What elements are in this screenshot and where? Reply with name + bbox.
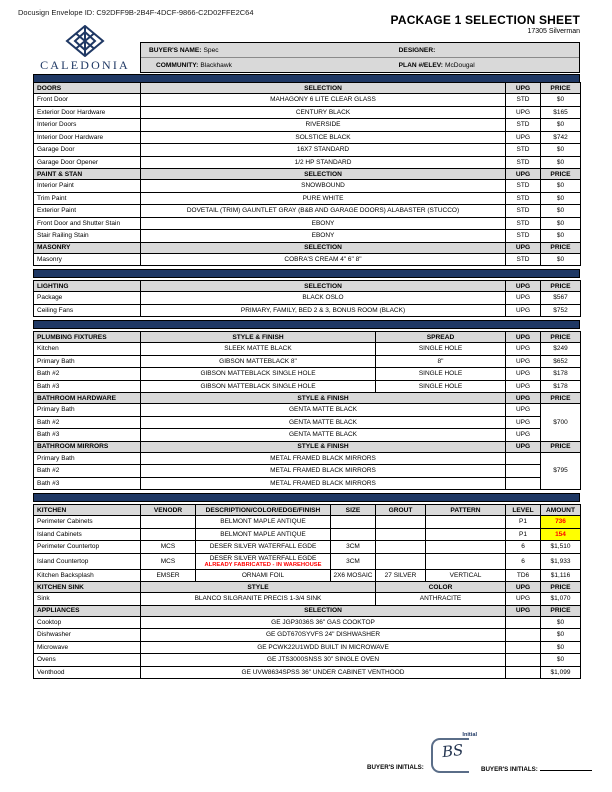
cell: STD [506,217,541,230]
cell: SOLSTICE BLACK [141,131,506,144]
table-row [34,180,581,193]
cell: SINGLE HOLE [376,343,506,356]
row-label: Masonry [34,253,141,266]
cell: $165 [541,106,581,119]
table-row [34,629,581,642]
table-row [34,253,581,266]
cell: MCS [141,541,196,554]
cell: 3CM [331,541,376,554]
cell: SLEEK MATTE BLACK [141,343,376,356]
column-header: SPREAD [376,332,506,343]
column-header: LIGHTING [34,281,141,292]
cell: $1,070 [541,593,581,606]
cell: STD [506,144,541,157]
cell: UPG [506,355,541,368]
cell: STD [506,94,541,107]
table-row [34,144,581,157]
plan-elev-label: PLAN #/ELEV: [398,61,443,69]
cell: GIBSON MATTEBLACK SINGLE HOLE [141,368,376,381]
section-table-kitchen [33,504,581,582]
cell: UPG [506,131,541,144]
column-header: PRICE [541,83,581,94]
row-label: Bath #2 [34,368,141,381]
cell: $0 [541,654,581,667]
section-divider-bar [33,320,580,329]
cell: GIBSON MATTEBLACK 8" [141,355,376,368]
caledonia-logo [33,25,137,79]
row-label: Primary Bath [34,355,141,368]
cell: $249 [541,343,581,356]
cell: 2X6 MOSAIC [331,569,376,582]
cell: STD [506,192,541,205]
cell: STD [506,119,541,132]
cell: GIBSON MATTEBLACK SINGLE HOLE [141,380,376,393]
table-row [34,569,581,582]
column-header: UPG [506,83,541,94]
section-header-row [34,505,581,516]
section-header-row [34,83,581,94]
plan-elev-field [391,62,579,69]
column-header: SIZE [331,505,376,516]
column-header: STYLE & FINISH [141,441,506,452]
initial-tab-label[interactable]: Initial [462,732,477,738]
column-header: KITCHEN [34,505,141,516]
cell: $1,116 [541,569,581,582]
column-header: BATHROOM HARDWARE [34,393,141,404]
section-header-row [34,393,581,404]
cell: VERTICAL [426,569,506,582]
cell: P1 [506,528,541,541]
column-header: PRICE [541,332,581,343]
cell: UPG [506,380,541,393]
cell: GENTA MATTE BLACK [141,429,506,442]
row-label: Garage Door Opener [34,156,141,169]
cell: GE UVW8634SPSS 36" UNDER CABINET VENTHOOD [141,666,506,679]
cell [331,516,376,529]
section-table-paint-stan [33,168,581,243]
column-header: PATTERN [426,505,506,516]
cell: $0 [541,230,581,243]
row-label: Perimeter Countertop [34,541,141,554]
cell: UPG [506,343,541,356]
table-row [34,416,581,429]
cell: CENTURY BLACK [141,106,506,119]
page-title: PACKAGE 1 SELECTION SHEET [390,13,580,27]
table-row [34,156,581,169]
section-table-bathroom-hardware [33,392,581,442]
row-label: Interior Paint [34,180,141,193]
cell: UPG [506,416,541,429]
section-header-row [34,605,581,616]
row-label: Perimeter Cabinets [34,516,141,529]
column-header: MASONRY [34,242,141,253]
row-label: Bath #2 [34,416,141,429]
cell: EBONY [141,230,506,243]
cell: SINGLE HOLE [376,368,506,381]
row-label: Kitchen Backsplash [34,569,141,582]
table-row [34,119,581,132]
cell: 27 SILVER [376,569,426,582]
cell [376,541,426,554]
table-row [34,106,581,119]
cell: GE JTS3000SNSS 30" SINGLE OVEN [141,654,506,667]
cell: $742 [541,131,581,144]
cell: $0 [541,253,581,266]
cell: UPG [506,368,541,381]
caledonia-logo-icon [33,25,137,57]
row-label: Trim Paint [34,192,141,205]
cell: 1/2 HP STANDARD [141,156,506,169]
table-row [34,654,581,667]
cell: $795 [541,452,581,490]
section-table-doors [33,82,581,169]
table-row [34,205,581,218]
cell: METAL FRAMED BLACK MIRRORS [141,452,506,465]
cell: UPG [506,292,541,305]
cell: $0 [541,217,581,230]
cell: MAHAGONY 6 LITE CLEAR GLASS [141,94,506,107]
cell: 154 [541,528,581,541]
row-label: Interior Door Hardware [34,131,141,144]
cell: $652 [541,355,581,368]
row-label: Cooktop [34,616,141,629]
docusign-initial-field[interactable] [431,732,477,773]
cell: STD [506,156,541,169]
table-row [34,355,581,368]
column-header: PRICE [541,605,581,616]
column-header: STYLE & FINISH [141,332,376,343]
cell: P1 [506,516,541,529]
table-row [34,292,581,305]
cell: METAL FRAMED BLACK MIRRORS [141,465,506,478]
cell [506,666,541,679]
column-header: PRICE [541,281,581,292]
cell: 3CM [331,553,376,569]
cell: $0 [541,144,581,157]
cell [426,516,506,529]
cell: STD [506,230,541,243]
plan-elev-value: McDougal [445,61,475,69]
table-row [34,230,581,243]
cell: $178 [541,368,581,381]
column-header: SELECTION [141,83,506,94]
row-label: Bath #3 [34,429,141,442]
row-label: Front Door [34,94,141,107]
column-header: PRICE [541,242,581,253]
row-label: Island Cabinets [34,528,141,541]
cell: $1,099 [541,666,581,679]
section-table-appliances [33,605,581,680]
row-label: Venthood [34,666,141,679]
cell: PRIMARY, FAMILY, BED 2 & 3, BONUS ROOM (BLACK) [141,304,506,317]
table-row [34,368,581,381]
buyer-name-value: Spec [203,46,219,54]
cell: MCS [141,553,196,569]
cell: $0 [541,205,581,218]
table-row [34,304,581,317]
cell [141,528,196,541]
column-header: DOORS [34,83,141,94]
column-header: SELECTION [141,169,506,180]
cell: RIVERSIDE [141,119,506,132]
column-header: UPG [506,441,541,452]
cell: 6 [506,541,541,554]
column-header: VENODR [141,505,196,516]
section-header-row [34,332,581,343]
table-row [34,404,581,417]
column-header: UPG [506,605,541,616]
cell [376,528,426,541]
table-row [34,553,581,569]
table-row [34,380,581,393]
cell: $0 [541,641,581,654]
section-header-row [34,169,581,180]
cell [506,629,541,642]
cell: 8" [376,355,506,368]
cell: $1,933 [541,553,581,569]
community-label: COMMUNITY: [156,61,199,69]
table-row [34,343,581,356]
section-table-bathroom-mirrors [33,441,581,491]
section-header-row [34,441,581,452]
cell: 736 [541,516,581,529]
column-header: SELECTION [141,605,506,616]
cell: $0 [541,156,581,169]
cell: UPG [506,429,541,442]
row-label: Interior Doors [34,119,141,132]
cell: UPG [506,404,541,417]
row-label: Kitchen [34,343,141,356]
cell: BLACK OSLO [141,292,506,305]
cell: BELMONT MAPLE ANTIQUE [196,516,331,529]
cell: $0 [541,629,581,642]
cell: ANTHRACITE [376,593,506,606]
row-label: Island Countertop [34,553,141,569]
cell [506,654,541,667]
row-label: Primary Bath [34,404,141,417]
column-header: DESCRIPTION/COLOR/EDGE/FINISH [196,505,331,516]
logo-name: CALEDONIA [40,58,130,72]
buyer-name-label: BUYER'S NAME: [149,46,202,54]
cell [376,516,426,529]
section-table-plumbing-fixtures [33,331,581,393]
cell [506,465,541,478]
section-table-kitchen-sink [33,581,581,606]
cell: DOVETAIL (TRIM) GAUNTLET GRAY (B&B AND GARAGE DOORS) ALABASTER (STUCCO) [141,205,506,218]
cell: $1,510 [541,541,581,554]
column-header: PRICE [541,169,581,180]
cell: TD6 [506,569,541,582]
cell: UPG [506,593,541,606]
row-label: Package [34,292,141,305]
cell: 16X7 STANDARD [141,144,506,157]
cell [331,528,376,541]
column-header: PRICE [541,582,581,593]
buyers-initials-label-text: BUYER'S INITIALS: [481,766,538,773]
column-header: KITCHEN SINK [34,582,141,593]
initials-blank-line [540,764,592,771]
cell [506,477,541,490]
cell: ORNAMI FOIL [196,569,331,582]
column-header: AMOUNT [541,505,581,516]
table-row [34,616,581,629]
row-label: Exterior Paint [34,205,141,218]
column-header: PRICE [541,441,581,452]
row-label: Bath #2 [34,465,141,478]
cell: GE PCWK22U1WDD BUILT IN MICROWAVE [141,641,506,654]
cell-warning-text: ALREADY FABRICATED - IN WAREHOUSE [204,561,322,568]
cell: EBONY [141,217,506,230]
cell: GE GDT670SYVFS 24" DISHWASHER [141,629,506,642]
cell: $752 [541,304,581,317]
table-row [34,429,581,442]
row-label: Garage Door [34,144,141,157]
cell: $0 [541,94,581,107]
cell: METAL FRAMED BLACK MIRRORS [141,477,506,490]
section-table-masonry [33,242,581,267]
cell: $0 [541,192,581,205]
cell: STD [506,205,541,218]
signature-area [0,724,612,788]
column-header: PAINT & STAN [34,169,141,180]
cell: $567 [541,292,581,305]
table-row [34,452,581,465]
cell: STD [506,253,541,266]
table-row [34,465,581,478]
cell: $178 [541,380,581,393]
buyer-name-field [141,47,391,54]
column-header: PRICE [541,393,581,404]
table-row [34,94,581,107]
table-row [34,541,581,554]
table-row [34,528,581,541]
table-row [34,477,581,490]
buyer-initials-signature: BS [441,740,465,762]
table-row [34,516,581,529]
info-row [141,57,579,72]
community-field [141,62,391,69]
docusign-envelope-id: Docusign Envelope ID: C92DFF9B-2B4F-4DCF-9866-C2D02FFE2C64 [18,8,254,17]
column-header: SELECTION [141,281,506,292]
cell [506,452,541,465]
cell: UPG [506,304,541,317]
cell [426,541,506,554]
buyers-initials-label [481,764,592,773]
cell: UPG [506,106,541,119]
row-label: Bath #3 [34,477,141,490]
column-header: UPG [506,332,541,343]
cell: GENTA MATTE BLACK [141,416,506,429]
cell: $0 [541,616,581,629]
column-header: UPG [506,169,541,180]
column-header: PLUMBING FIXTURES [34,332,141,343]
table-row [34,666,581,679]
cell: EMSER [141,569,196,582]
row-label: Sink [34,593,141,606]
cell: SNOWBOUND [141,180,506,193]
column-header: BATHROOM MIRRORS [34,441,141,452]
cell [506,641,541,654]
column-header: STYLE [141,582,376,593]
cell [196,553,331,569]
cell: PURE WHITE [141,192,506,205]
table-row [34,192,581,205]
column-header: COLOR [376,582,506,593]
community-value: Blackhawk [200,61,232,69]
row-label: Front Door and Shutter Stain [34,217,141,230]
designer-field [391,47,579,54]
cell: SINGLE HOLE [376,380,506,393]
cell: BELMONT MAPLE ANTIQUE [196,528,331,541]
cell [426,528,506,541]
column-header: GROUT [376,505,426,516]
cell: GE JGP3036S 36" GAS COOKTOP [141,616,506,629]
row-label: Ceiling Fans [34,304,141,317]
cell: STD [506,180,541,193]
cell: 6 [506,553,541,569]
buyers-initials-label: BUYER'S INITIALS: [367,764,424,771]
table-row [34,641,581,654]
section-table-lighting [33,280,581,317]
row-label: Stair Railing Stain [34,230,141,243]
table-row [34,131,581,144]
cell [426,553,506,569]
sheet-address: 17305 Silverman [527,28,580,35]
column-header: UPG [506,393,541,404]
section-divider-bar [33,493,580,502]
column-header: LEVEL [506,505,541,516]
section-header-row [34,242,581,253]
cell [376,553,426,569]
row-label: Microwave [34,641,141,654]
cell: $700 [541,404,581,442]
column-header: UPG [506,281,541,292]
selection-sheet-body [33,74,580,679]
cell: COBRA'S CREAM 4" 6" 8" [141,253,506,266]
row-label: Dishwasher [34,629,141,642]
info-row [141,43,579,57]
column-header: UPG [506,582,541,593]
cell: $0 [541,180,581,193]
buyer-info-box [140,42,580,73]
row-label: Bath #3 [34,380,141,393]
column-header: SELECTION [141,242,506,253]
cell: BLANCO SILGRANITE PRECIS 1-3/4 SINK [141,593,376,606]
column-header: STYLE & FINISH [141,393,506,404]
cell: GENTA MATTE BLACK [141,404,506,417]
cell: $0 [541,119,581,132]
designer-label: DESIGNER: [398,46,436,54]
section-header-row [34,582,581,593]
cell [506,616,541,629]
section-divider-bar [33,269,580,278]
table-row [34,217,581,230]
row-label: Primary Bath [34,452,141,465]
column-header: APPLIANCES [34,605,141,616]
cell-text: DESER SILVER WATERFALL EGDE [209,554,317,562]
cell [141,516,196,529]
row-label: Ovens [34,654,141,667]
column-header: UPG [506,242,541,253]
row-label: Exterior Door Hardware [34,106,141,119]
section-header-row [34,281,581,292]
table-row [34,593,581,606]
cell: DESER SILVER WATERFALL EGDE [196,541,331,554]
